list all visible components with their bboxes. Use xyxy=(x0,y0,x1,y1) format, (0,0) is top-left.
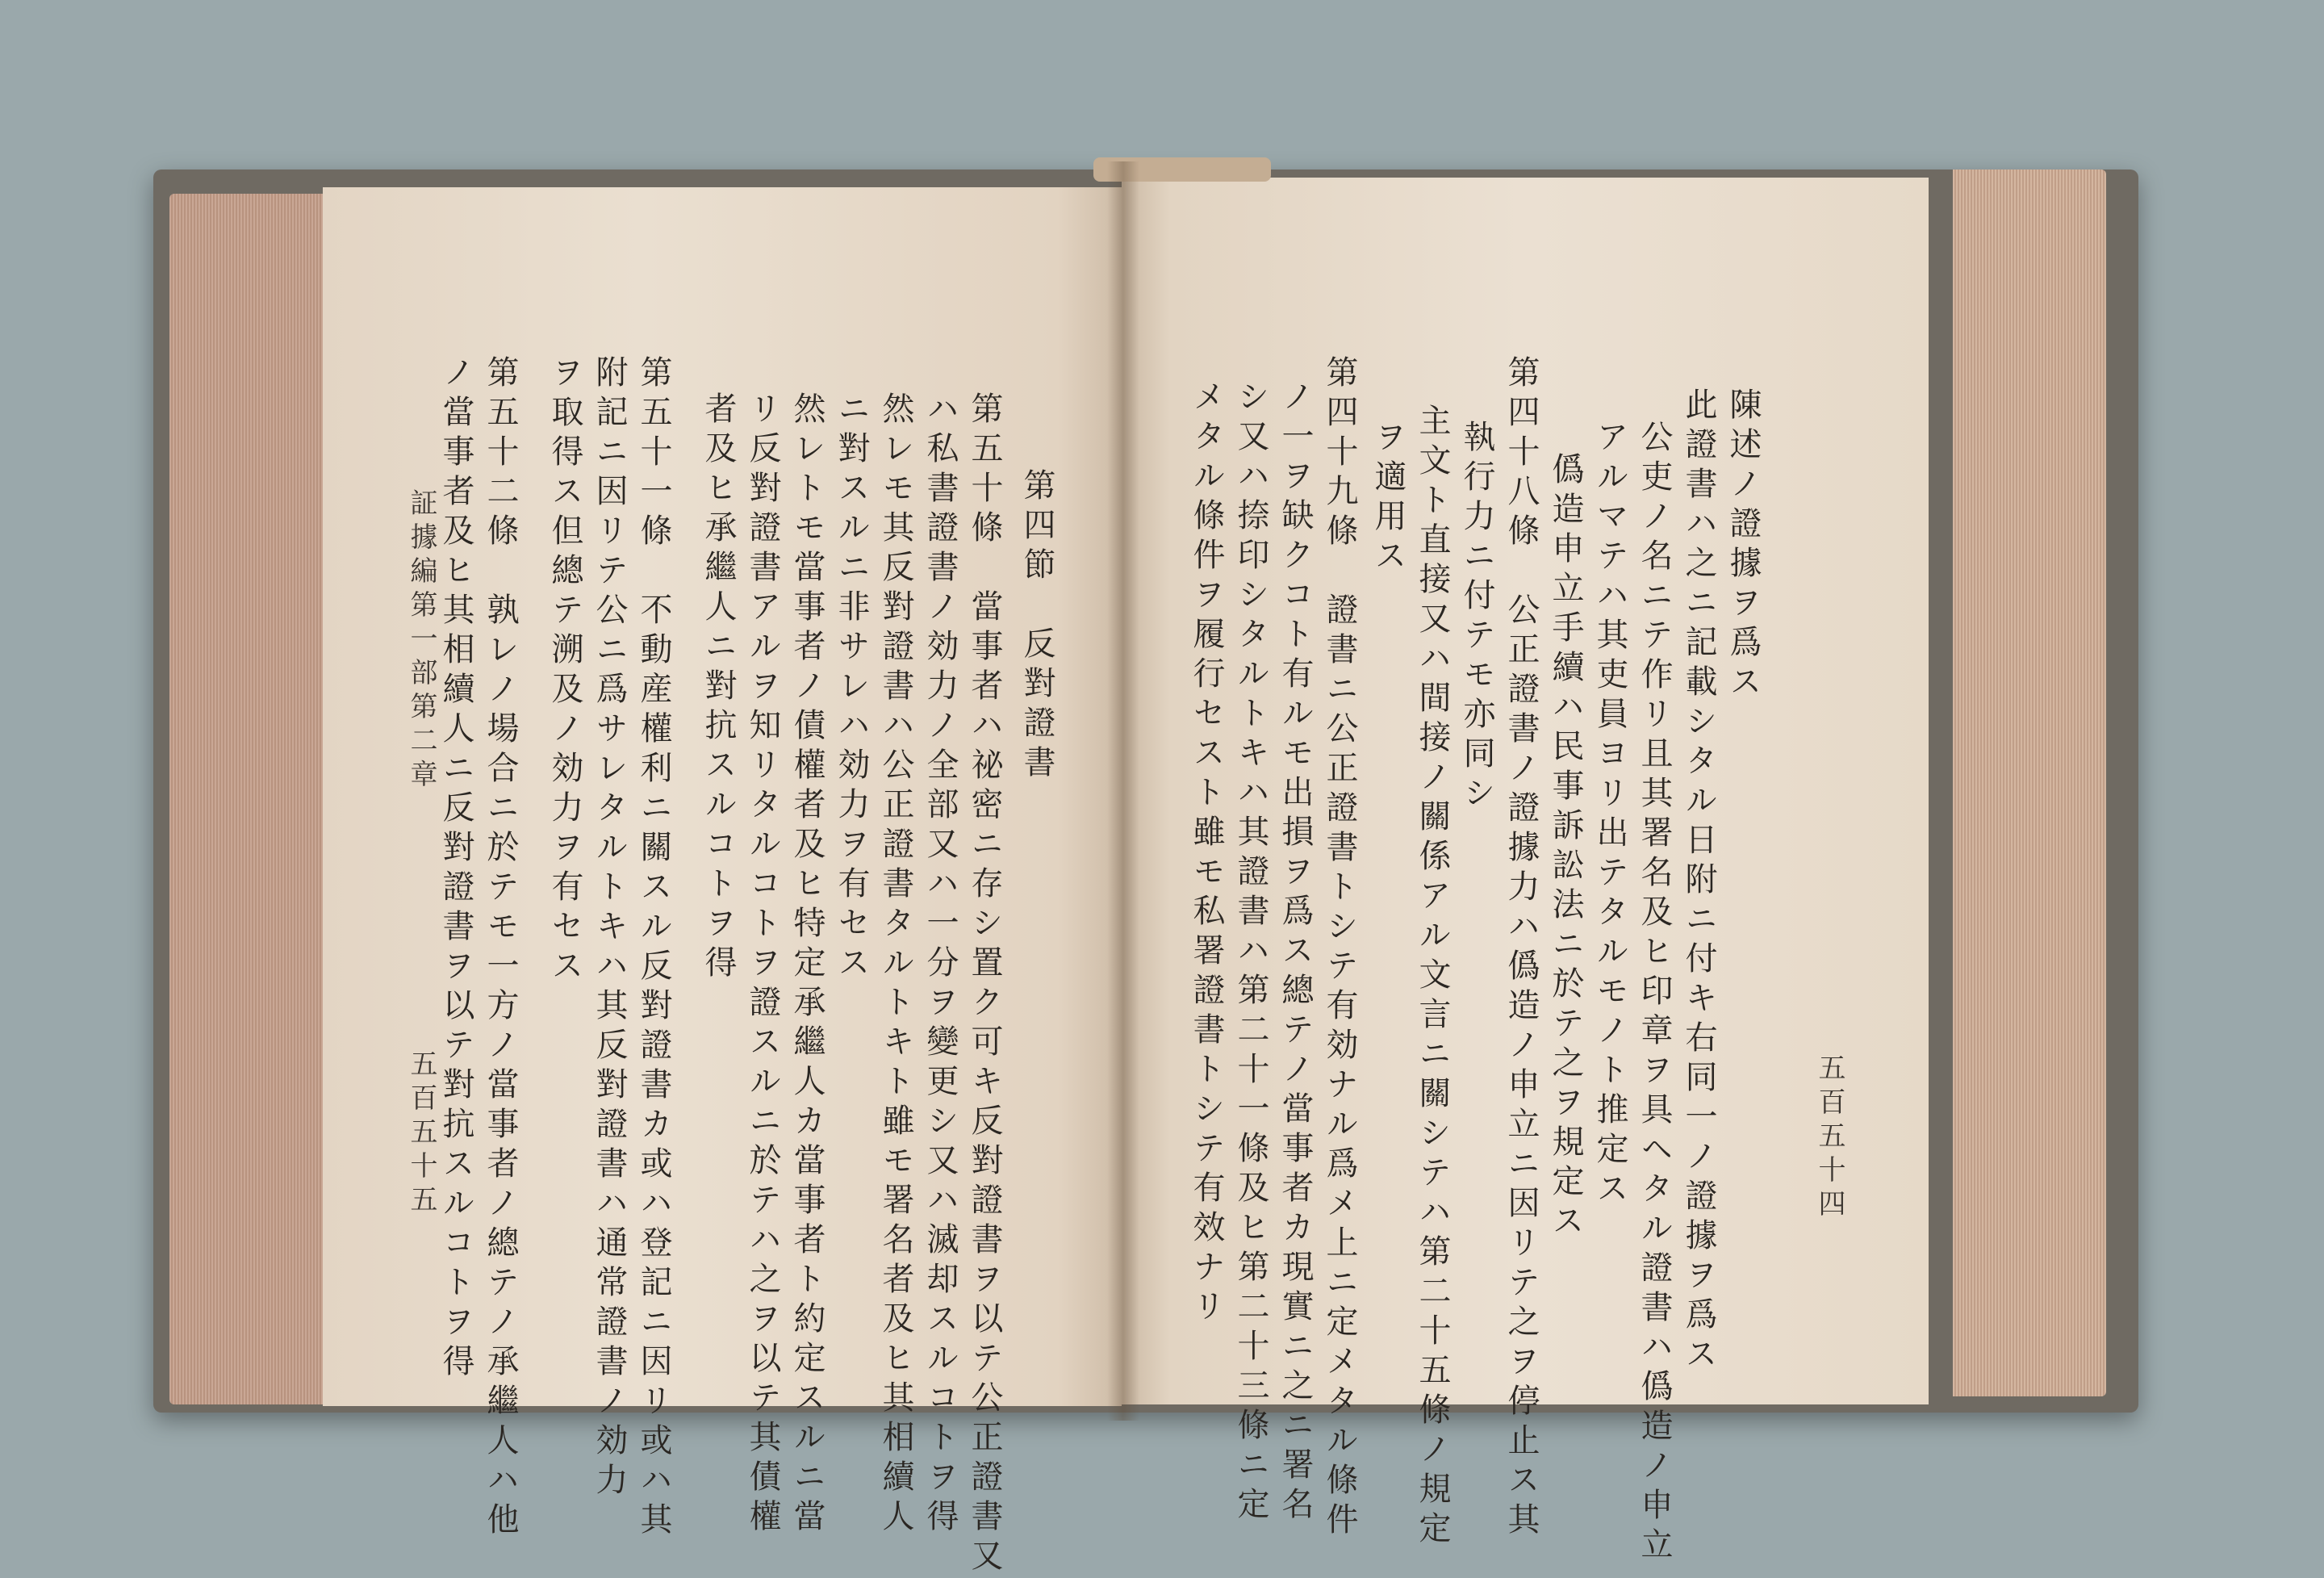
book-gutter xyxy=(1107,161,1139,1421)
right-page-column: シ又ハ捺印シタルトキハ其證書ハ第二十一條及ヒ第二十三條ニ定 xyxy=(1232,379,1269,1526)
left-page-footer: 証據編第一部第二章 xyxy=(405,488,437,793)
right-page-column: メタル條件ヲ履行セスト雖モ私署證書トシテ有效ナリ xyxy=(1188,379,1225,1329)
right-page-column: アルマテハ其吏員ヨリ出テタルモノト推定ス xyxy=(1591,420,1628,1211)
right-page-number: 五百五十四 xyxy=(1813,1053,1845,1223)
left-page-column: 附記ニ因リテ公ニ爲サレタルトキハ其反對證書ハ通常證書ノ効力 xyxy=(591,355,628,1502)
right-page-column: 僞造申立手續ハ民事訴訟法ニ於テ之ヲ規定ス xyxy=(1547,452,1584,1243)
right-page-column: ヲ適用ス xyxy=(1369,420,1407,578)
left-page-column: リ反對證書アルヲ知リタルコトヲ證スルニ於テハ之ヲ以テ其債權 xyxy=(744,391,781,1538)
right-page-column: 第四十八條 公正證書ノ證據力ハ僞造ノ申立ニ因リテ之ヲ停止ス其 xyxy=(1503,355,1540,1542)
page-edges-right xyxy=(1953,170,2106,1396)
page-edges-left xyxy=(169,194,331,1404)
left-page-column: 第五十條 當事者ハ祕密ニ存シ置ク可キ反對證書ヲ以テ公正證書又 xyxy=(966,391,1003,1578)
left-page-column: ヲ取得ス但總テ溯及ノ効力ヲ有セス xyxy=(546,355,583,988)
left-page-column: 者及ヒ承繼人ニ對抗スルコトヲ得 xyxy=(700,391,737,985)
left-page-column: ニ對スルニ非サレハ効力ヲ有セス xyxy=(833,391,870,985)
left-page-column: 然レトモ當事者ノ債權者及ヒ特定承繼人カ當事者ト約定スルニ當 xyxy=(788,391,826,1538)
right-page-column: ノ一ヲ缺クコト有ルモ出損ヲ爲ス總テノ當事者カ現實ニ之ニ署名 xyxy=(1277,379,1314,1526)
left-page-number: 五百五十五 xyxy=(405,1049,437,1219)
right-page-column: 陳述ノ證據ヲ爲ス xyxy=(1724,387,1762,704)
left-page-column: 第四節 反對證書 xyxy=(1018,468,1055,785)
right-page-column: 執行力ニ付テモ亦同シ xyxy=(1458,420,1495,815)
right-page-column: 第四十九條 證書ニ公正證書トシテ有効ナル爲メ上ニ定メタル條件 xyxy=(1321,355,1358,1542)
left-page-column: 第五十二條 孰レノ場合ニ於テモ一方ノ當事者ノ總テノ承繼人ハ他 xyxy=(482,355,519,1542)
left-page-column: 第五十一條 不動産權利ニ關スル反對證書カ或ハ登記ニ因リ或ハ其 xyxy=(635,355,672,1542)
right-page-column: 此證書ハ之ニ記載シタル日附ニ付キ右同一ノ證據ヲ爲ス xyxy=(1680,387,1717,1376)
left-page-column: 然レモ其反對證書ハ公正證書タルトキト雖モ署名者及ヒ其相續人 xyxy=(877,391,914,1538)
right-page-column: 公吏ノ名ニテ作リ且其署名及ヒ印章ヲ具ヘタル證書ハ僞造ノ申立 xyxy=(1636,420,1673,1567)
right-page-column: 主文ト直接又ハ間接ノ關係アル文言ニ關シテハ第二十五條ノ規定 xyxy=(1414,404,1451,1551)
left-page-column: ノ當事者及ヒ其相續人ニ反對證書ヲ以テ對抗スルコトヲ得 xyxy=(437,355,474,1383)
left-page-column: ハ私書證書ノ効力ノ全部又ハ一分ヲ變更シ又ハ滅却スルコトヲ得 xyxy=(922,391,959,1538)
